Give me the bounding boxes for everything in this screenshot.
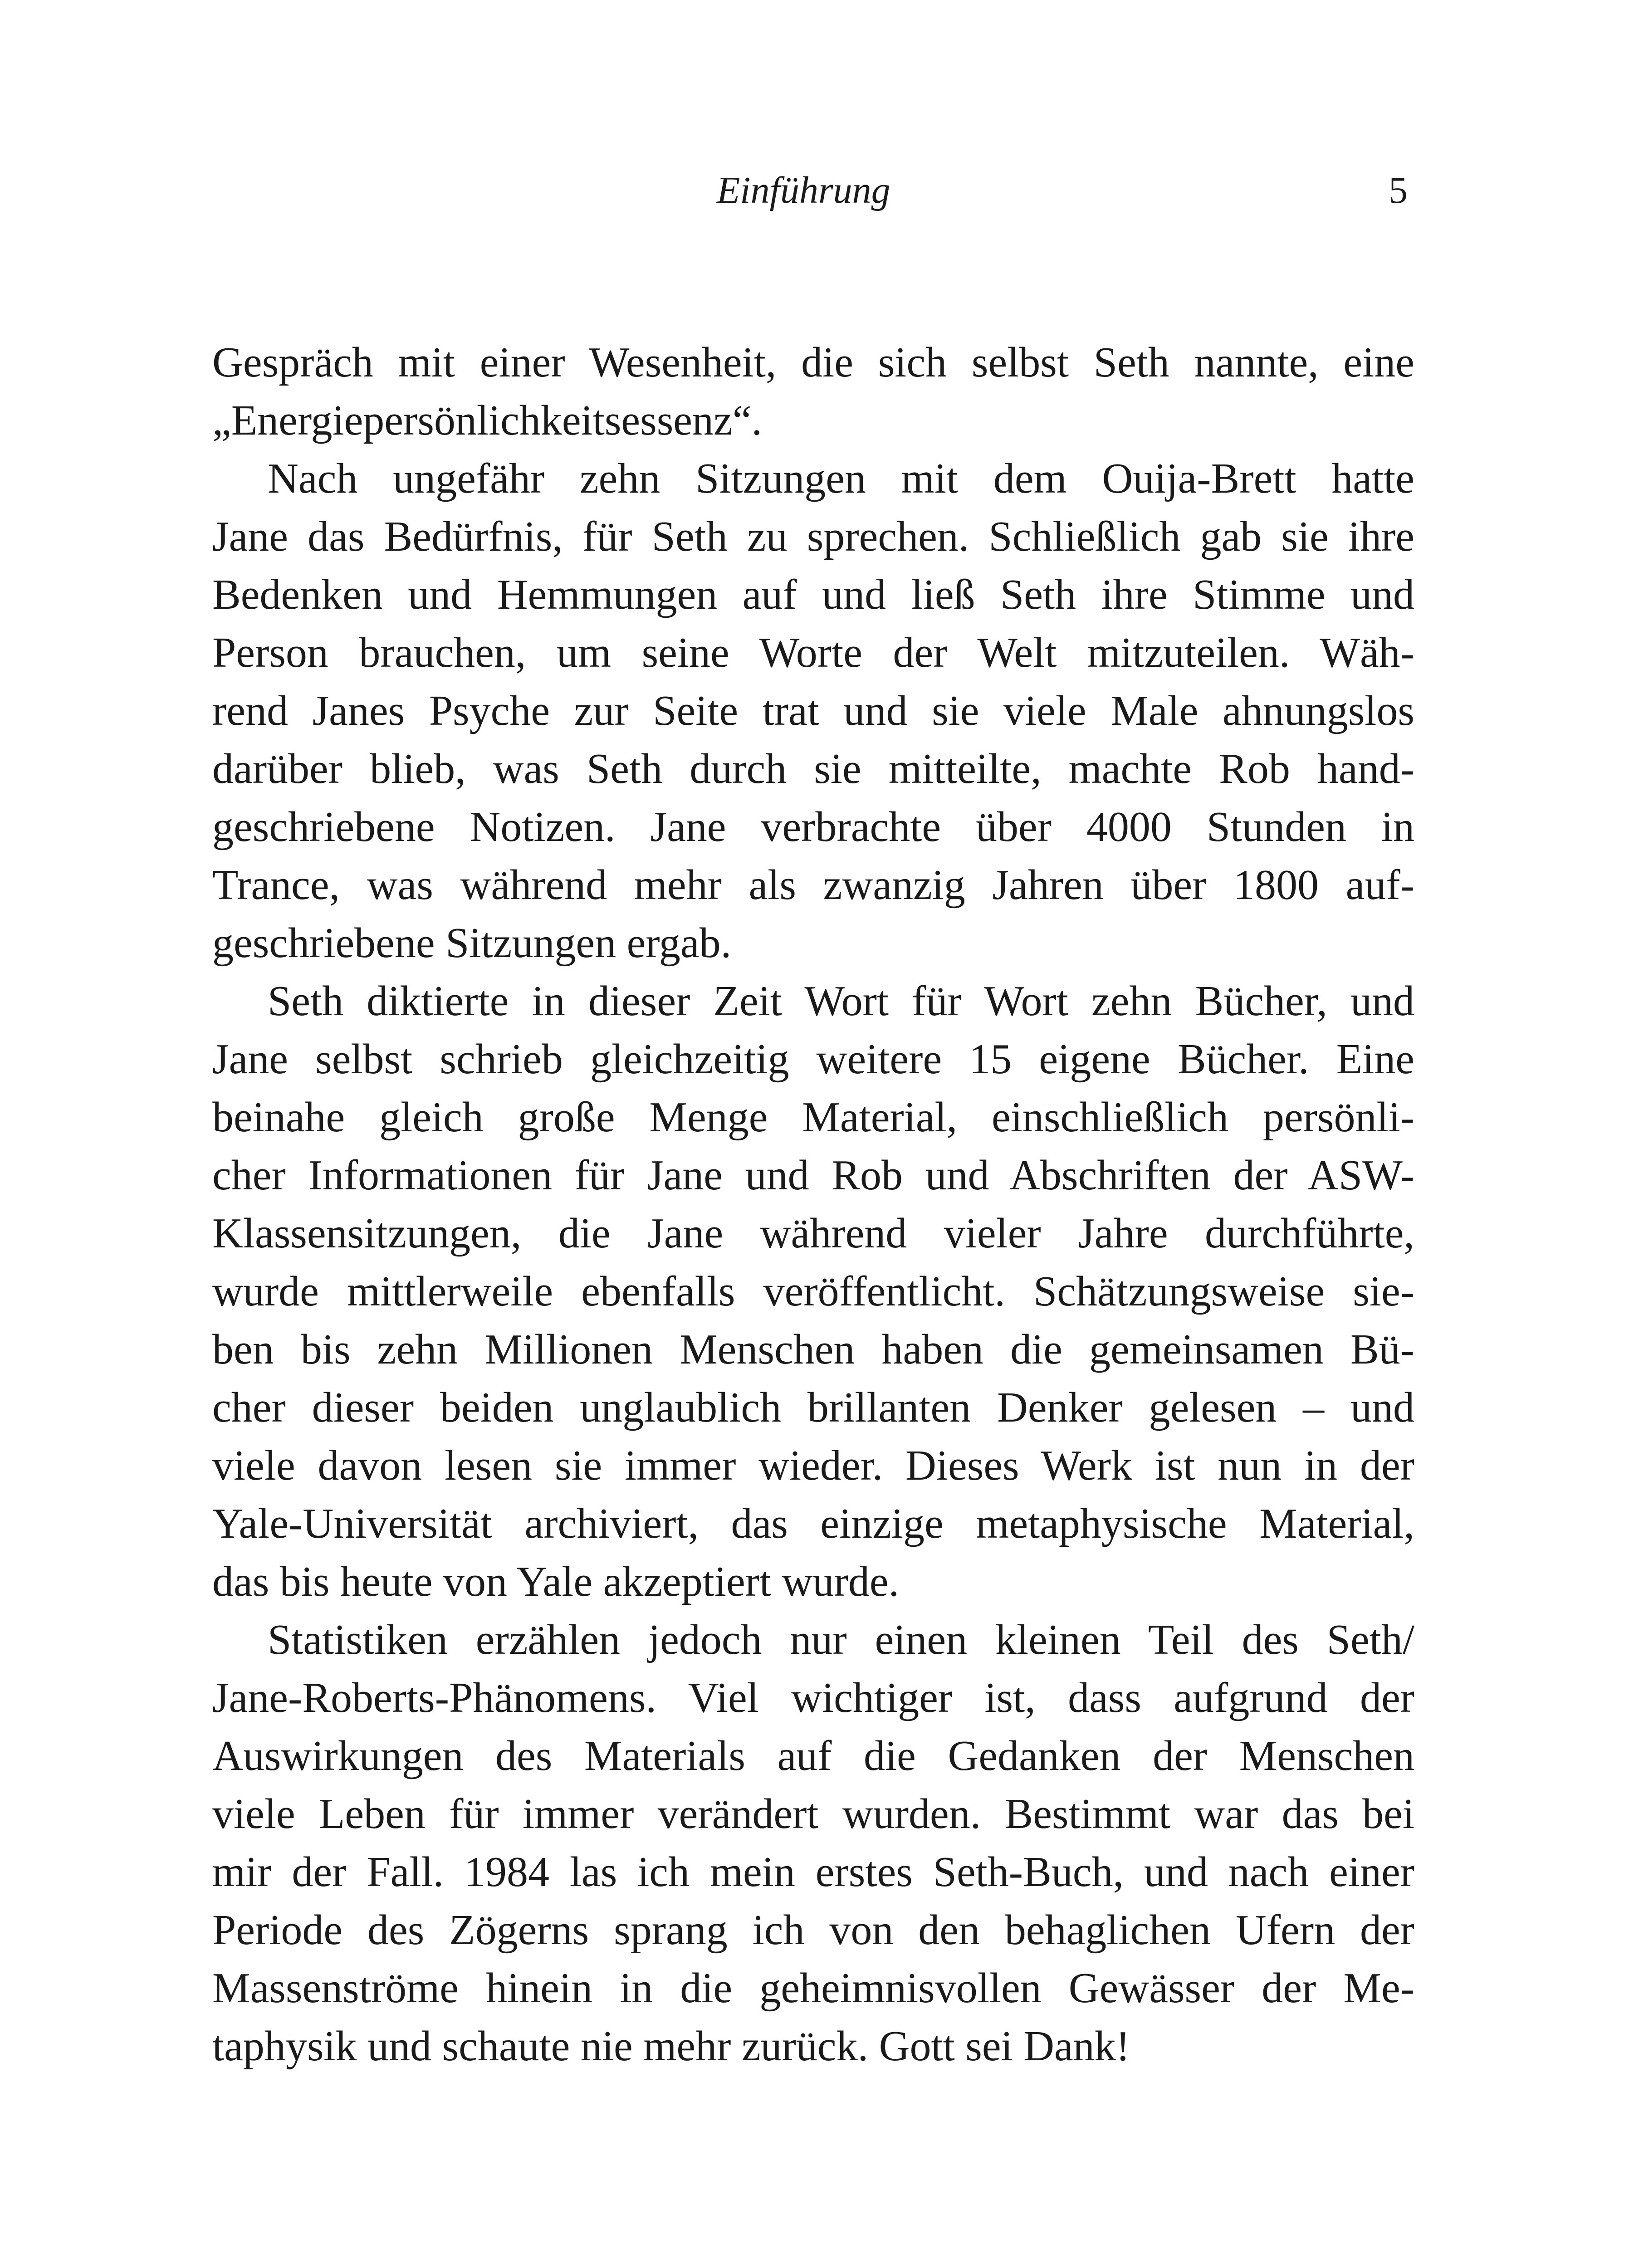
text-line: das bis heute von Yale akzeptiert wurde. (212, 1558, 900, 1605)
text-line: Jane selbst schrieb gleichzeitig weitere 15 eigene Bücher. Eine (212, 1036, 1414, 1083)
text-line: beinahe gleich große Menge Material, einschließlich persönli- (212, 1094, 1414, 1141)
text-line: geschriebene Notizen. Jane verbrachte über 4000 Stunden in (212, 803, 1414, 850)
text-line: Auswirkungen des Materials auf die Gedanken der Menschen (212, 1732, 1414, 1779)
text-line: Klassensitzungen, die Jane während vieler Jahre durchführte, (212, 1210, 1414, 1257)
text-line: mir der Fall. 1984 las ich mein erstes Seth-Buch, und nach einer (212, 1848, 1414, 1896)
paragraph (212, 1611, 1414, 2075)
text-line: taphysik und schaute nie mehr zurück. Gott sei Dank! (212, 2023, 1130, 2070)
text-line: Bedenken und Hemmungen auf und ließ Seth ihre Stimme und (212, 571, 1414, 618)
text-line: rend Janes Psyche zur Seite trat und sie viele Male ahnungslos (212, 687, 1414, 734)
paragraph (212, 333, 1414, 450)
text-line: Jane das Bedürfnis, für Seth zu sprechen. Schließlich gab sie ihre (212, 513, 1414, 560)
text-line: Trance, was während mehr als zwanzig Jahren über 1800 auf- (212, 861, 1414, 909)
running-head (0, 163, 1629, 218)
text-line: Massenströme hinein in die geheimnisvollen Gewässer der Me- (212, 1965, 1414, 2012)
text-line: viele davon lesen sie immer wieder. Dieses Werk ist nun in der (212, 1442, 1414, 1489)
text-line: Yale-Universität archiviert, das einzige metaphysische Material, (212, 1500, 1414, 1547)
text-line: Person brauchen, um seine Worte der Welt mitzuteilen. Wäh- (212, 629, 1414, 676)
paragraph (212, 450, 1414, 972)
body-text (212, 333, 1414, 2075)
running-title: Einführung (717, 169, 890, 211)
paragraph (212, 972, 1414, 1611)
text-line: viele Leben für immer verändert wurden. Bestimmt war das bei (212, 1790, 1414, 1838)
text-line: Statistiken erzählen jedoch nur einen kleinen Teil des Seth/ (268, 1616, 1414, 1663)
page-number: 5 (1389, 169, 1408, 211)
text-line: darüber blieb, was Seth durch sie mitteilte, machte Rob hand- (212, 745, 1414, 792)
text-line: cher dieser beiden unglaublich brillanten Denker gelesen – und (212, 1384, 1414, 1431)
text-line: Nach ungefähr zehn Sitzungen mit dem Ouija-Brett hatte (268, 455, 1414, 502)
text-line: Seth diktierte in dieser Zeit Wort für Wort zehn Bücher, und (268, 978, 1414, 1025)
text-line: ben bis zehn Millionen Menschen haben die gemeinsamen Bü- (212, 1326, 1414, 1373)
text-line: Gespräch mit einer Wesenheit, die sich selbst Seth nannte, eine (212, 339, 1414, 386)
text-line: geschriebene Sitzungen ergab. (212, 919, 732, 967)
text-line: Periode des Zögerns sprang ich von den behaglichen Ufern der (212, 1906, 1414, 1954)
text-line: „Energiepersönlichkeitsessenz“. (212, 397, 762, 444)
text-line: cher Informationen für Jane und Rob und Abschriften der ASW- (212, 1152, 1414, 1199)
text-line: Jane-Roberts-Phänomens. Viel wichtiger ist, dass aufgrund der (212, 1674, 1414, 1721)
text-line: wurde mittlerweile ebenfalls veröffentlicht. Schätzungsweise sie- (212, 1268, 1414, 1315)
